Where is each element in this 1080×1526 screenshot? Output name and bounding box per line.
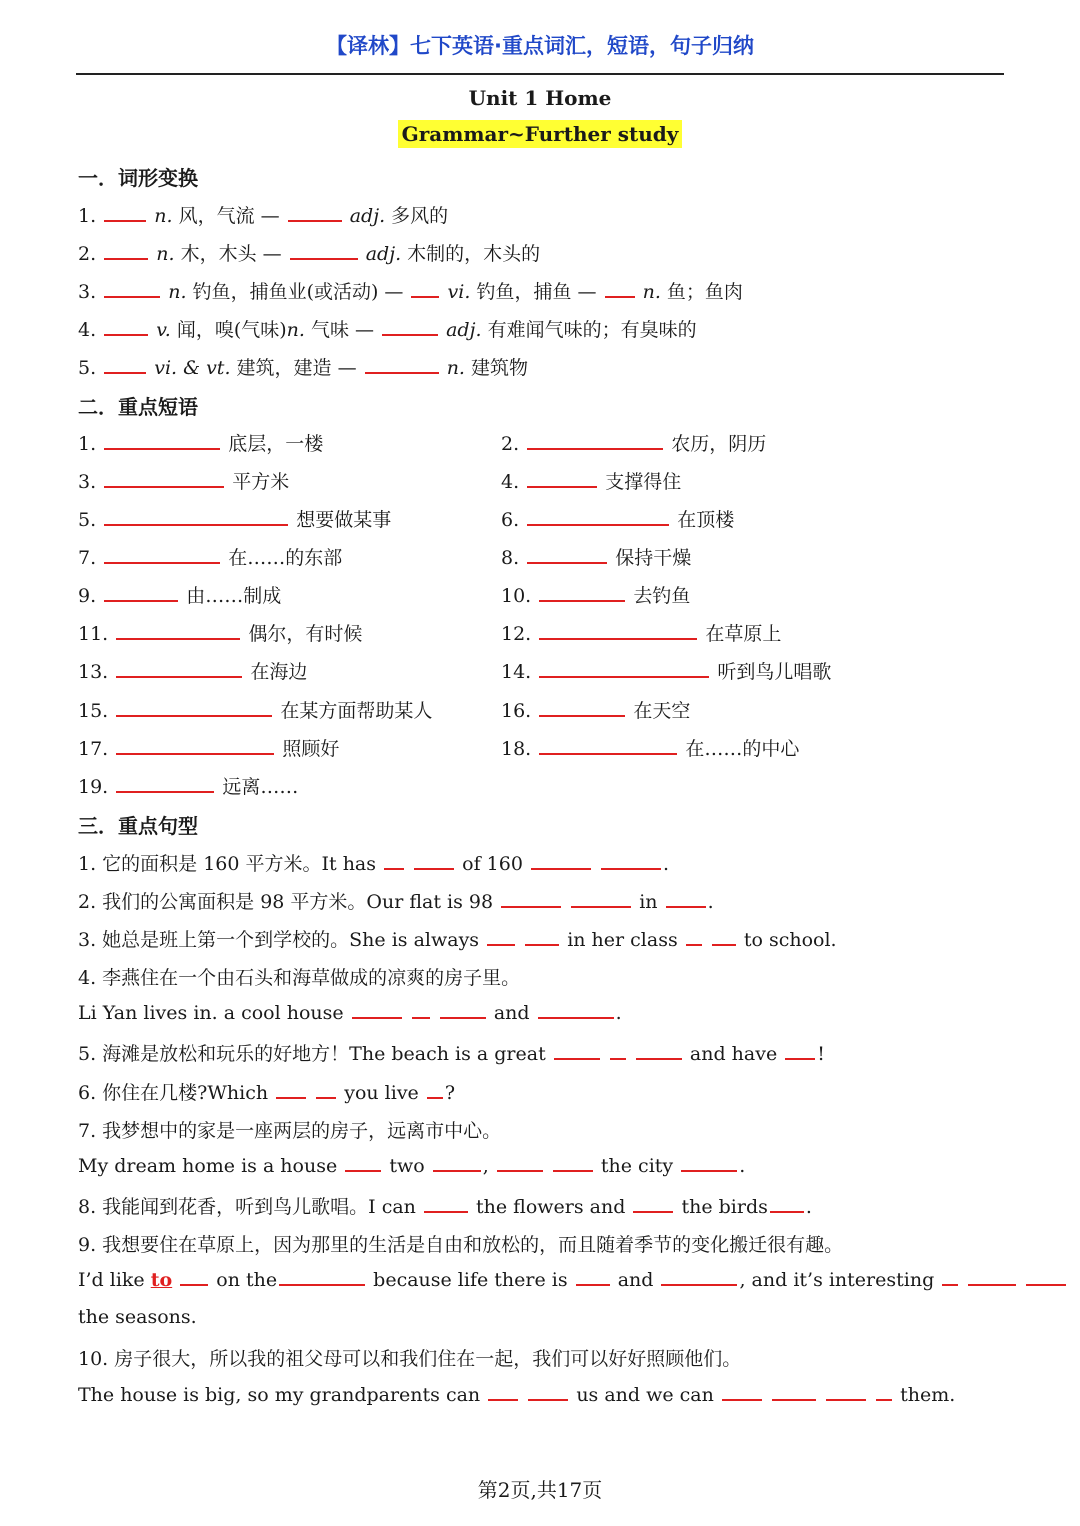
answer-blank[interactable] <box>487 928 515 946</box>
sentence-item: 8. 我能闻到花香，听到鸟儿歌唱。I can the flowers and the birds . <box>78 1196 812 1218</box>
phrase-item: 8. 保持干燥 <box>501 547 692 569</box>
answer-blank[interactable] <box>968 1268 1016 1286</box>
phrase-item: 13. 在海边 <box>78 661 308 683</box>
word-item: 4. v. 闻，嗅(气味)n. 气味 — adj. 有难闻气味的；有臭味的 <box>78 319 697 341</box>
answer-blank[interactable] <box>538 1001 614 1019</box>
phrase-item: 16. 在天空 <box>501 700 691 722</box>
phrase-item: 9. 由……制成 <box>78 585 282 607</box>
section-2-title: 二．重点短语 <box>78 395 198 419</box>
answer-blank[interactable] <box>633 1195 673 1213</box>
answer-blank[interactable] <box>686 928 702 946</box>
answer-blank[interactable] <box>412 1001 430 1019</box>
answer-blank[interactable] <box>571 890 631 908</box>
page-number: 第2页,共17页 <box>477 1478 603 1502</box>
answer-blank[interactable] <box>104 280 160 298</box>
answer-blank[interactable] <box>414 852 454 870</box>
answer-blank[interactable] <box>104 356 146 374</box>
phrase-item: 4. 支撑得住 <box>501 471 682 493</box>
answer-blank[interactable] <box>942 1268 958 1286</box>
answer-blank[interactable] <box>666 890 706 908</box>
phrase-item: 17. 照顾好 <box>78 738 340 760</box>
answer-blank[interactable] <box>826 1383 866 1401</box>
answer-blank[interactable] <box>554 1042 600 1060</box>
answer-blank[interactable] <box>365 356 439 374</box>
answer-blank[interactable] <box>104 204 146 222</box>
answer-blank[interactable] <box>288 204 342 222</box>
answer-blank[interactable] <box>527 546 607 564</box>
sentence-item: 5. 海滩是放松和玩乐的好地方！The beach is a great and have ! <box>78 1043 825 1065</box>
answer-blank[interactable] <box>180 1268 208 1286</box>
sentence-item: 2. 我们的公寓面积是 98 平方米。Our flat is 98 in . <box>78 891 714 913</box>
answer-blank[interactable] <box>601 852 661 870</box>
answer-blank[interactable] <box>770 1195 804 1213</box>
phrase-item: 3. 平方米 <box>78 471 290 493</box>
answer-blank[interactable] <box>411 280 439 298</box>
sentence-item: 1. 它的面积是 160 平方米。It has of 160 . <box>78 853 670 875</box>
section-1-title: 一．词形变换 <box>78 166 198 190</box>
answer-blank[interactable] <box>539 622 697 640</box>
sentence-item: 3. 她总是班上第一个到学校的。She is always in her class to school. <box>78 929 837 951</box>
answer-blank[interactable] <box>104 508 288 526</box>
phrase-item: 14. 听到鸟儿唱歌 <box>501 661 832 683</box>
sentence-item: My dream home is a house two , the city . <box>78 1155 746 1177</box>
answer-blank[interactable] <box>352 1001 402 1019</box>
answer-blank[interactable] <box>488 1383 518 1401</box>
answer-blank[interactable] <box>116 660 242 678</box>
answer-blank[interactable] <box>712 928 736 946</box>
answer-blank[interactable] <box>527 508 669 526</box>
answer-blank[interactable] <box>104 584 178 602</box>
answer-blank[interactable] <box>527 432 663 450</box>
sentence-continuation: the seasons. <box>78 1306 197 1328</box>
answer-blank[interactable] <box>539 737 677 755</box>
section-3-title: 三．重点句型 <box>78 814 198 838</box>
answer-blank[interactable] <box>527 470 597 488</box>
phrase-item: 1. 底层，一楼 <box>78 433 324 455</box>
answer-blank[interactable] <box>316 1081 336 1099</box>
answer-blank[interactable] <box>497 1154 543 1172</box>
answer-blank[interactable] <box>661 1268 737 1286</box>
answer-blank[interactable] <box>382 318 438 336</box>
sentence-chinese: 7. 我梦想中的家是一座两层的房子，远离市中心。 <box>78 1120 502 1142</box>
phrase-item: 18. 在……的中心 <box>501 738 800 760</box>
sentence-chinese: 4. 李燕住在一个由石头和海草做成的凉爽的房子里。 <box>78 967 521 989</box>
answer-blank[interactable] <box>116 699 272 717</box>
phrase-item: 19. 远离…… <box>78 776 299 798</box>
sentence-chinese: 9. 我想要住在草原上，因为那里的生活是自由和放松的，而且随着季节的变化搬迁很有趣。 <box>78 1234 844 1256</box>
answer-blank[interactable] <box>116 775 214 793</box>
answer-blank[interactable] <box>384 852 404 870</box>
phrase-item: 11. 偶尔，有时候 <box>78 623 363 645</box>
word-item: 3. n. 钓鱼，捕鱼业(或活动) — vi. 钓鱼，捕鱼 — n. 鱼；鱼肉 <box>78 281 743 303</box>
word-item: 5. vi. & vt. 建筑，建造 — n. 建筑物 <box>78 357 529 379</box>
answer-blank[interactable] <box>539 699 625 717</box>
answer-blank[interactable] <box>636 1042 682 1060</box>
answer-blank[interactable] <box>116 737 274 755</box>
document-header: 【译林】七下英语·重点词汇，短语，句子归纳 <box>326 34 754 58</box>
sentence-item: 6. 你住在几楼?Which you live ? <box>78 1082 456 1104</box>
answer-blank[interactable] <box>104 470 224 488</box>
answer-blank[interactable] <box>610 1042 626 1060</box>
answer-blank[interactable] <box>290 242 358 260</box>
answer-blank[interactable] <box>785 1042 815 1060</box>
answer-blank[interactable] <box>104 318 148 336</box>
sentence-item: Li Yan lives in. a cool house and . <box>78 1002 622 1024</box>
answer-blank[interactable] <box>427 1081 443 1099</box>
answer-blank[interactable] <box>528 1383 568 1401</box>
answer-blank[interactable] <box>605 280 635 298</box>
answer-blank[interactable] <box>116 622 240 640</box>
answer-blank[interactable] <box>279 1268 365 1286</box>
phrase-item: 5. 想要做某事 <box>78 509 392 531</box>
phrase-item: 12. 在草原上 <box>501 623 782 645</box>
answer-blank[interactable] <box>1026 1268 1066 1286</box>
phrase-item: 2. 农历，阴历 <box>501 433 767 455</box>
answer-blank[interactable] <box>433 1154 481 1172</box>
word-item: 1. n. 风，气流 — adj. 多风的 <box>78 205 449 227</box>
answer-blank[interactable] <box>539 584 625 602</box>
answer-blank[interactable] <box>772 1383 816 1401</box>
answer-blank[interactable] <box>104 546 220 564</box>
answer-blank[interactable] <box>525 928 559 946</box>
sentence-item: The house is big, so my grandparents can us and we can them. <box>78 1384 956 1406</box>
answer-blank[interactable] <box>345 1154 381 1172</box>
filled-answer: to <box>150 1269 173 1291</box>
phrase-item: 6. 在顶楼 <box>501 509 735 531</box>
answer-blank[interactable] <box>681 1154 737 1172</box>
answer-blank[interactable] <box>501 890 561 908</box>
sentence-item: I’d like to on the because life there is and , and it’s interesting <box>78 1268 1068 1291</box>
answer-blank[interactable] <box>876 1383 892 1401</box>
answer-blank[interactable] <box>424 1195 468 1213</box>
header-rule <box>76 73 1004 75</box>
answer-blank[interactable] <box>104 432 220 450</box>
answer-blank[interactable] <box>539 660 709 678</box>
answer-blank[interactable] <box>440 1001 486 1019</box>
unit-title: Unit 1 Home <box>468 86 612 110</box>
answer-blank[interactable] <box>104 242 148 260</box>
answer-blank[interactable] <box>553 1154 593 1172</box>
sentence-chinese: 10. 房子很大，所以我的祖父母可以和我们住在一起，我们可以好好照顾他们。 <box>78 1348 742 1370</box>
phrase-item: 10. 去钓鱼 <box>501 585 691 607</box>
phrase-item: 7. 在……的东部 <box>78 547 343 569</box>
lesson-subtitle: Grammar~Further study <box>398 120 683 148</box>
phrase-item: 15. 在某方面帮助某人 <box>78 700 433 722</box>
answer-blank[interactable] <box>531 852 591 870</box>
word-item: 2. n. 木，木头 — adj. 木制的，木头的 <box>78 243 541 265</box>
answer-blank[interactable] <box>276 1081 306 1099</box>
answer-blank[interactable] <box>722 1383 762 1401</box>
answer-blank[interactable] <box>576 1268 610 1286</box>
